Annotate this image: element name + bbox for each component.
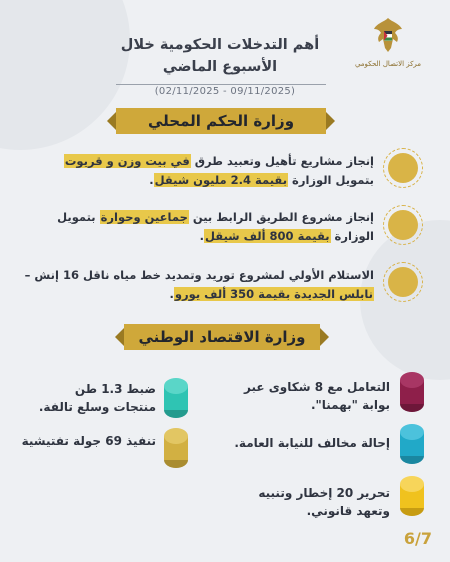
title-line-2: الأسبوع الماضي: [162, 59, 278, 75]
section-banner-economy: وزارة الاقتصاد الوطني: [124, 324, 320, 350]
page-number: 6/7: [403, 529, 432, 548]
list-item: تنفيذ 69 جولة تفتيشية: [21, 434, 156, 448]
list-item: الاستلام الأولي لمشروع توريد وتمديد خط مياه ناقل 16 إنش – نابلس الجديدة بقيمة 350 ألف يورو.: [24, 268, 374, 301]
list-item: تحرير 20 إخطار وتنبيه وتعهد قانوني.: [258, 486, 390, 518]
bullet-cylinder: [164, 378, 188, 418]
bullet-circle: [383, 148, 423, 188]
list-item: التعامل مع 8 شكاوى عبر بوابة "بهمنا".: [244, 380, 390, 412]
bullet-circle: [383, 205, 423, 245]
list-item: إحالة مخالف للنيابة العامة.: [234, 436, 390, 450]
bullet-circle: [383, 262, 423, 302]
eagle-emblem-icon: [371, 14, 405, 54]
logo-text: مركز الاتصال الحكومي: [354, 60, 422, 68]
section-banner-local-gov: وزارة الحكم المحلي: [116, 108, 326, 134]
bullet-cylinder: [400, 372, 424, 412]
date-range: (02/11/2025 - 09/11/2025): [154, 86, 296, 97]
bullet-cylinder: [400, 476, 424, 516]
page-title: [100, 34, 340, 78]
title-divider: [116, 84, 326, 85]
title-line-1: أهم التدخلات الحكومية خلال: [120, 37, 320, 53]
list-item: إنجاز مشاريع تأهيل وتعبيد طرق في بيت وزن و قريوت بتمويل الوزارة بقيمة 2.4 مليون شيقل.: [64, 154, 374, 187]
bullet-cylinder: [400, 424, 424, 464]
logo: [348, 14, 428, 68]
list-item: ضبط 1.3 طن منتجات وسلع تالفة.: [38, 382, 156, 414]
list-item: إنجاز مشروع الطريق الرابط بين جماعين وحوارة بتمويل الوزارة بقيمة 800 ألف شيقل.: [57, 210, 374, 243]
bullet-cylinder: [164, 428, 188, 468]
